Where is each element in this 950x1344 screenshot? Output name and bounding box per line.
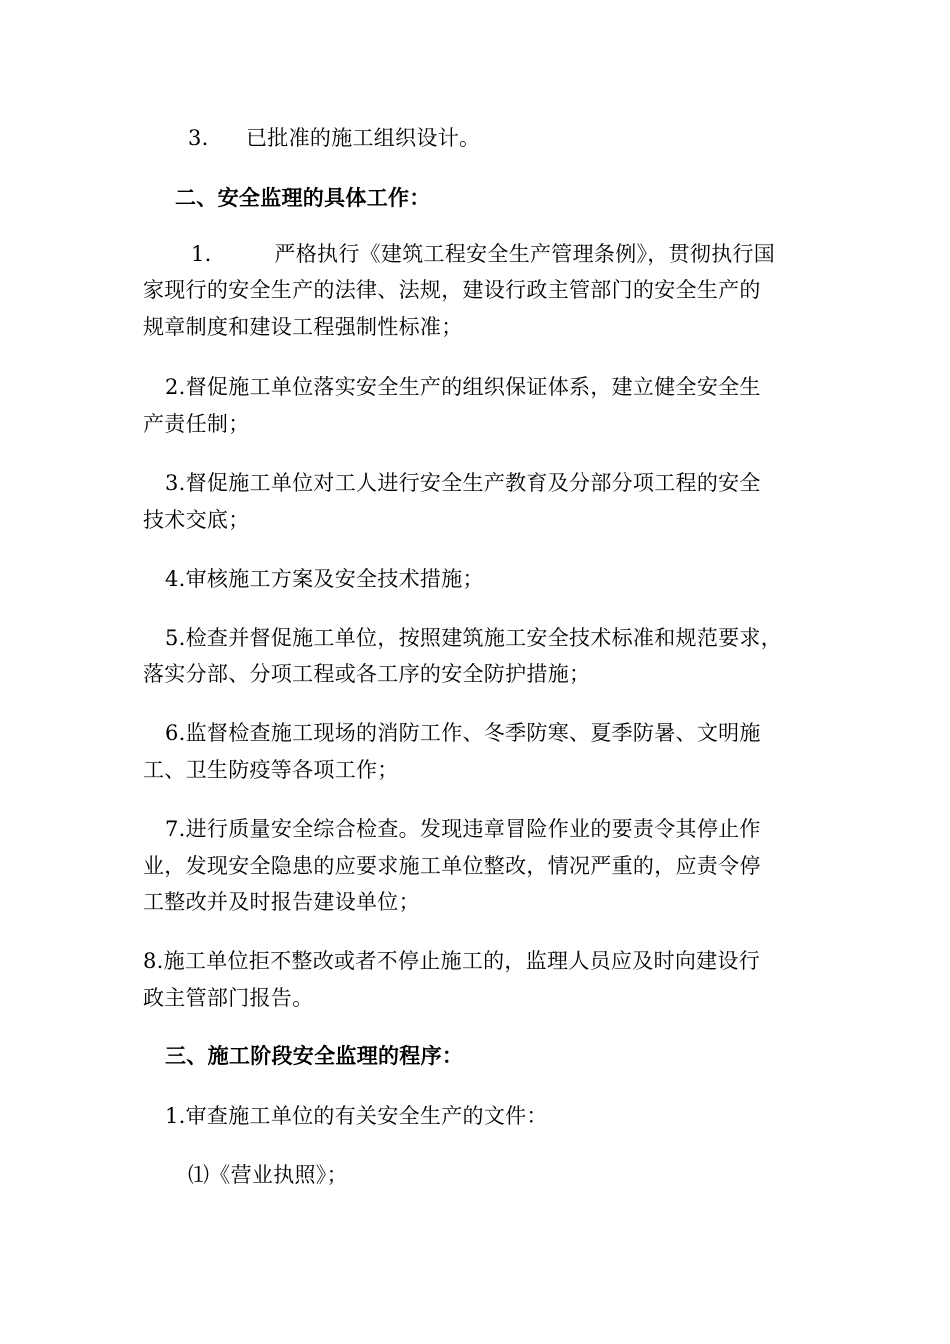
paragraph-line: 6.监督检查施工现场的消防工作、冬季防寒、夏季防暑、文明施 xyxy=(165,721,761,745)
section-heading: 二、安全监理的具体工作： xyxy=(175,185,431,210)
paragraph-line: 4.审核施工方案及安全技术措施； xyxy=(165,567,484,591)
list-item xyxy=(188,124,480,152)
paragraph-line: 7.进行质量安全综合检查。发现违章冒险作业的要责令其停止作 xyxy=(165,817,761,841)
paragraph-line: 落实分部、分项工程或各工序的安全防护措施； xyxy=(143,662,591,686)
list-item-number: 3. xyxy=(188,126,209,150)
paragraph-line: 产责任制； xyxy=(143,412,250,436)
paragraph-line: 1. 严格执行《建筑工程安全生产管理条例》，贯彻执行国 xyxy=(191,242,776,266)
paragraph-line: 规章制度和建设工程强制性标准； xyxy=(143,315,463,339)
paragraph-line: 家现行的安全生产的法律、法规，建设行政主管部门的安全生产的 xyxy=(143,278,761,302)
paragraph-line: 3.督促施工单位对工人进行安全生产教育及分部分项工程的安全 xyxy=(165,471,761,495)
paragraph-line: 技术交底； xyxy=(143,508,250,532)
sub-list-item: ⑴《营业执照》； xyxy=(188,1163,348,1187)
paragraph-line: 1.审查施工单位的有关安全生产的文件： xyxy=(165,1104,548,1128)
paragraph-line: 5.检查并督促施工单位，按照建筑施工安全技术标准和规范要求， xyxy=(165,626,783,650)
paragraph-line: 政主管部门报告。 xyxy=(143,986,314,1010)
paragraph-line: 2.督促施工单位落实安全生产的组织保证体系，建立健全安全生 xyxy=(165,375,761,399)
paragraph-line: 工整改并及时报告建设单位； xyxy=(143,890,420,914)
paragraph-line: 业，发现安全隐患的应要求施工单位整改，情况严重的，应责令停 xyxy=(143,854,761,878)
paragraph-line: 8.施工单位拒不整改或者不停止施工的，监理人员应及时向建设行 xyxy=(143,949,761,973)
list-item-text: 已批准的施工组织设计。 xyxy=(246,126,481,150)
paragraph-line: 工、卫生防疫等各项工作； xyxy=(143,758,399,782)
section-heading: 三、施工阶段安全监理的程序： xyxy=(165,1043,464,1068)
